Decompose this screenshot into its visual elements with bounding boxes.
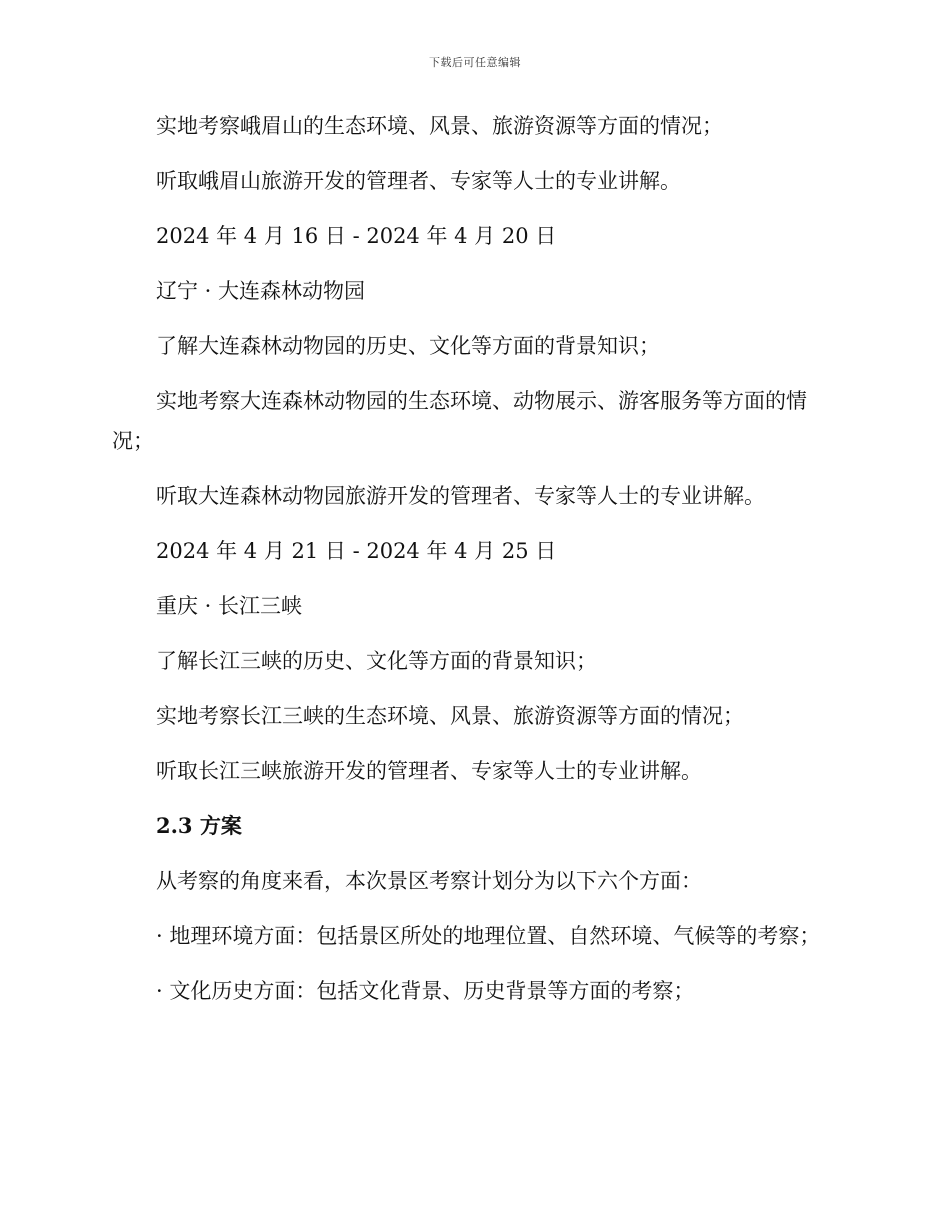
date-range: 2024 年 4 月 16 日 - 2024 年 4 月 20 日: [156, 224, 557, 248]
paragraph: 实地考察长江三峡的生态环境、风景、旅游资源等方面的情况；: [156, 704, 744, 728]
paragraph: 了解长江三峡的历史、文化等方面的背景知识；: [156, 649, 597, 673]
location-title: 重庆 · 长江三峡: [156, 594, 303, 618]
bullet-item: · 地理环境方面：包括景区所处的地理位置、自然环境、气候等的考察；: [156, 924, 821, 948]
paragraph: 听取大连森林动物园旅游开发的管理者、专家等人士的专业讲解。: [156, 484, 765, 508]
paragraph: 听取峨眉山旅游开发的管理者、专家等人士的专业讲解。: [156, 169, 681, 193]
bullet-item: · 文化历史方面：包括文化背景、历史背景等方面的考察；: [156, 979, 695, 1003]
paragraph: 实地考察峨眉山的生态环境、风景、旅游资源等方面的情况；: [156, 114, 723, 138]
date-range: 2024 年 4 月 21 日 - 2024 年 4 月 25 日: [156, 539, 557, 563]
paragraph: 实地考察大连森林动物园的生态环境、动物展示、游客服务等方面的情况；: [112, 389, 807, 453]
section-heading: 2.3 方案: [156, 813, 242, 838]
page-header: 下载后可任意编辑: [429, 56, 521, 69]
location-title: 辽宁 · 大连森林动物园: [156, 279, 366, 303]
paragraph: 从考察的角度来看，本次景区考察计划分为以下六个方面：: [156, 869, 702, 893]
paragraph: 了解大连森林动物园的历史、文化等方面的背景知识；: [156, 334, 660, 358]
paragraph: 听取长江三峡旅游开发的管理者、专家等人士的专业讲解。: [156, 759, 702, 783]
document-body: [112, 106, 834, 1026]
